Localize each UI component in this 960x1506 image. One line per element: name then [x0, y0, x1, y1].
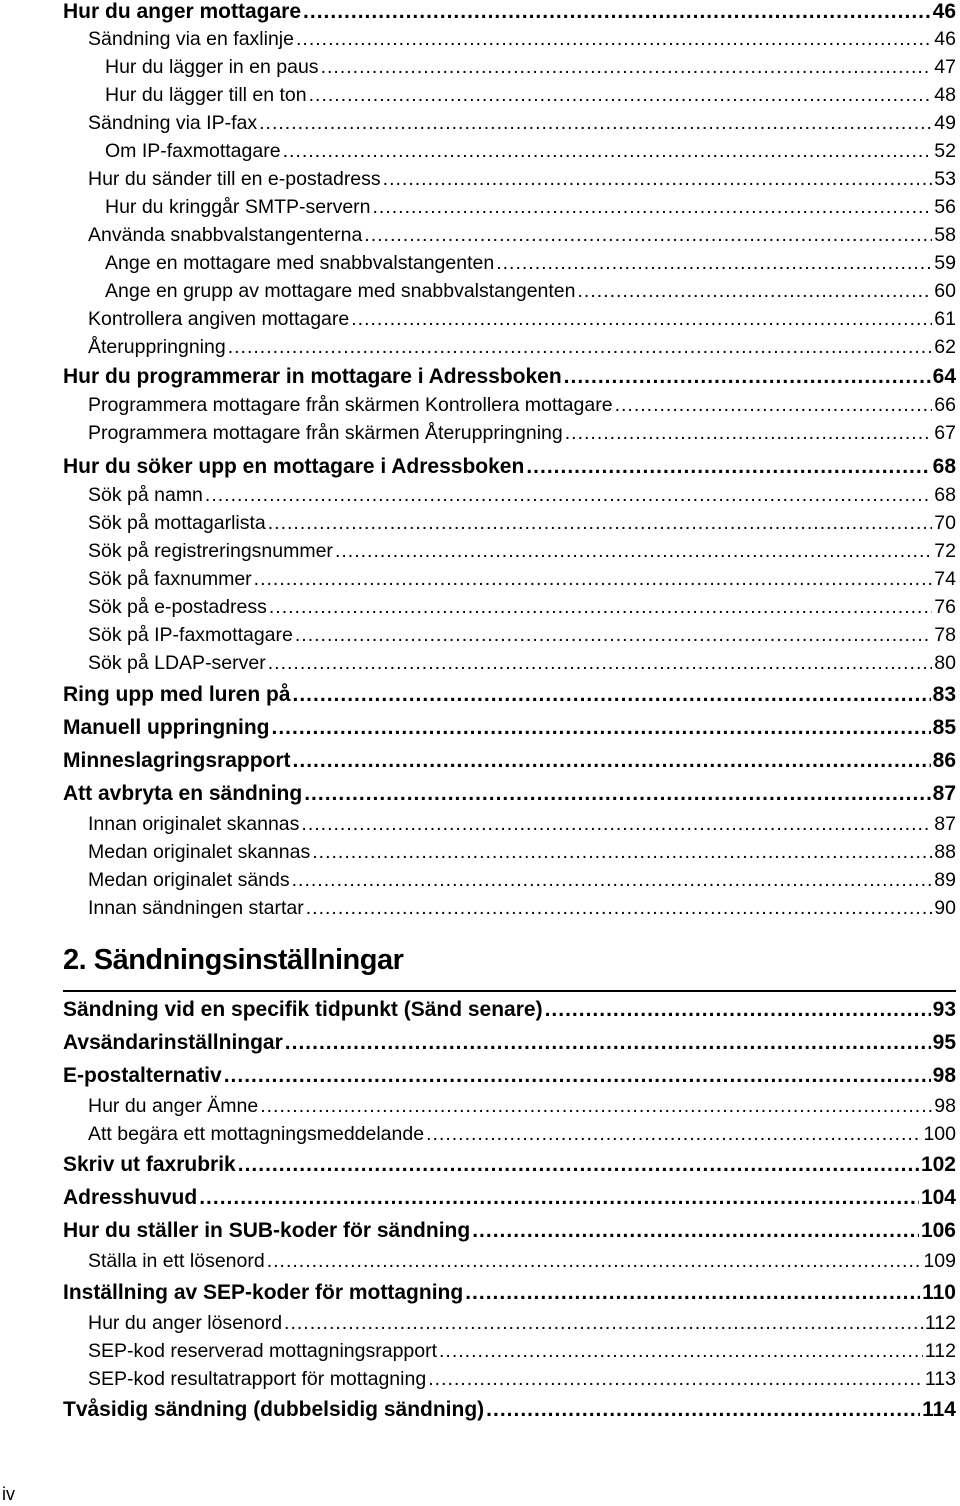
dot-leader — [545, 998, 931, 1022]
toc-entry[interactable] — [63, 168, 956, 191]
toc-entry[interactable] — [63, 1219, 956, 1243]
toc-entry-title: Sändning vid en specifik tidpunkt (Sänd senare) — [63, 998, 543, 1021]
toc-entry[interactable] — [63, 1153, 956, 1177]
dot-leader — [565, 422, 933, 445]
toc-entry-title: Om IP-faxmottagare — [105, 140, 281, 162]
toc-entry-title: Ring upp med luren på — [63, 683, 291, 706]
dot-leader — [228, 336, 933, 359]
toc-entry[interactable] — [63, 28, 956, 51]
dot-leader — [269, 596, 932, 619]
toc-entry-page: 46 — [934, 28, 956, 50]
toc-entry-title: Adresshuvud — [63, 1186, 198, 1209]
toc-entry-title: Medan originalet sänds — [88, 869, 290, 891]
toc-entry[interactable] — [63, 56, 956, 79]
toc-entry-page: 48 — [934, 84, 956, 106]
toc-entry[interactable] — [63, 540, 956, 563]
toc-entry-page: 102 — [920, 1153, 956, 1176]
toc-entry-page: 76 — [934, 596, 956, 618]
toc-entry[interactable] — [63, 897, 956, 920]
toc-entry-title: Sök på mottagarlista — [88, 512, 266, 534]
toc-entry-page: 66 — [934, 394, 956, 416]
toc-entry-title: Programmera mottagare från skärmen Återuppringning — [88, 422, 563, 444]
toc-entry-title: Hur du lägger till en ton — [105, 84, 307, 106]
toc-entry-page: 70 — [934, 512, 956, 534]
toc-entry[interactable] — [63, 813, 956, 836]
toc-entry-page: 113 — [924, 1368, 956, 1390]
toc-entry[interactable] — [63, 484, 956, 507]
dot-leader — [486, 1398, 920, 1422]
toc-entry-page: 87 — [932, 782, 956, 805]
toc-entry-title: Skriv ut faxrubrik — [63, 1153, 236, 1176]
dot-leader — [267, 1250, 922, 1273]
toc-entry[interactable] — [63, 683, 956, 707]
dot-leader — [312, 841, 932, 864]
dot-leader — [293, 683, 931, 707]
toc-entry-page: 62 — [934, 336, 956, 358]
dot-leader — [205, 484, 932, 507]
toc-entry-title: Sök på IP-faxmottagare — [88, 624, 293, 646]
toc-entry-page: 53 — [934, 168, 956, 190]
toc-entry[interactable] — [63, 1250, 956, 1273]
toc-entry[interactable] — [63, 112, 956, 135]
dot-leader — [615, 394, 933, 417]
dot-leader — [351, 308, 932, 331]
dot-leader — [373, 196, 933, 219]
toc-entry-title: Sändning via IP-fax — [88, 112, 258, 134]
toc-entry-title: Hur du lägger in en paus — [105, 56, 319, 78]
toc-entry-page: 95 — [932, 1031, 956, 1054]
dot-leader — [224, 1064, 931, 1088]
toc-entry-page: 86 — [932, 749, 956, 772]
dot-leader — [284, 1312, 923, 1335]
toc-entry[interactable] — [63, 624, 956, 647]
toc-entry-page: 104 — [920, 1186, 956, 1209]
toc-entry-title: Sök på LDAP-server — [88, 652, 266, 674]
toc-entry-page: 46 — [932, 0, 956, 23]
toc-entry[interactable] — [63, 596, 956, 619]
page-number: iv — [2, 1484, 15, 1504]
toc-entry[interactable] — [63, 1281, 956, 1305]
dot-leader — [293, 749, 931, 773]
toc-entry-title: Sök på faxnummer — [88, 568, 252, 590]
toc-entry-title: Innan originalet skannas — [88, 813, 300, 835]
toc-entry-page: 52 — [934, 140, 956, 162]
toc-entry[interactable] — [63, 782, 956, 806]
toc-entry-page: 87 — [934, 813, 956, 835]
toc-entry-page: 80 — [934, 652, 956, 674]
dot-leader — [268, 652, 933, 675]
toc-entry-title: Tvåsidig sändning (dubbelsidig sändning) — [63, 1398, 485, 1421]
toc-entry[interactable] — [63, 512, 956, 535]
toc-entry-title: Sök på e-postadress — [88, 596, 267, 618]
dot-leader — [306, 897, 933, 920]
toc-entry-page: 59 — [934, 252, 956, 274]
dot-leader — [260, 1095, 932, 1118]
chapter-heading: 2. Sändningsinställningar — [63, 944, 404, 976]
dot-leader — [301, 813, 932, 836]
toc-entry-page: 47 — [934, 56, 956, 78]
dot-leader — [199, 1186, 919, 1210]
dot-leader — [303, 0, 931, 24]
toc-entry[interactable] — [63, 394, 956, 417]
dot-leader — [428, 1368, 923, 1391]
toc-entry-page: 78 — [934, 624, 956, 646]
toc-entry-title: Hur du anger lösenord — [88, 1312, 283, 1334]
toc-entry-title: Ange en grupp av mottagare med snabbvalstangenten — [105, 280, 576, 302]
dot-leader — [259, 112, 932, 135]
toc-entry[interactable] — [63, 1368, 956, 1391]
dot-leader — [309, 84, 933, 107]
dot-leader — [426, 1123, 921, 1146]
toc-entry[interactable] — [63, 749, 956, 773]
dot-leader — [364, 224, 932, 247]
toc-entry-title: Hur du ställer in SUB-koder för sändning — [63, 1219, 471, 1242]
dot-leader — [271, 716, 930, 740]
toc-entry[interactable] — [63, 841, 956, 864]
toc-entry-title: Kontrollera angiven mottagare — [88, 308, 350, 330]
toc-entry[interactable] — [63, 224, 956, 247]
toc-entry[interactable] — [63, 1186, 956, 1210]
toc-entry-page: 83 — [932, 683, 956, 706]
toc-entry-page: 112 — [924, 1340, 956, 1362]
toc-entry-title: Minneslagringsrapport — [63, 749, 291, 772]
dot-leader — [292, 869, 933, 892]
toc-entry-title: Manuell uppringning — [63, 716, 270, 739]
toc-entry-title: Att avbryta en sändning — [63, 782, 303, 805]
dot-leader — [296, 28, 932, 51]
toc-entry-page: 68 — [932, 455, 956, 478]
toc-entry[interactable] — [63, 455, 956, 479]
toc-entry-title: E-postalternativ — [63, 1064, 222, 1087]
toc-entry-page: 49 — [934, 112, 956, 134]
dot-leader — [578, 280, 933, 303]
toc-entry-page: 68 — [934, 484, 956, 506]
toc-entry-page: 106 — [920, 1219, 956, 1242]
toc-entry-page: 90 — [934, 897, 956, 919]
dot-leader — [383, 168, 933, 191]
toc-entry[interactable] — [63, 422, 956, 445]
dot-leader — [283, 140, 933, 163]
toc-entry-title: Hur du söker upp en mottagare i Adressboken — [63, 455, 525, 478]
toc-entry-page: 61 — [934, 308, 956, 330]
dot-leader — [238, 1153, 919, 1177]
toc-entry-title: Hur du sänder till en e-postadress — [88, 168, 381, 190]
toc-entry-page: 112 — [924, 1312, 956, 1334]
toc-entry-title: Avsändarinställningar — [63, 1031, 283, 1054]
toc-entry-title: Hur du kringgår SMTP-servern — [105, 196, 371, 218]
toc-entry[interactable] — [63, 652, 956, 675]
toc-entry[interactable] — [63, 280, 956, 303]
toc-entry[interactable] — [63, 365, 956, 389]
toc-entry-title: Att begära ett mottagningsmeddelande — [88, 1123, 425, 1145]
toc-entry[interactable] — [63, 252, 956, 275]
toc-entry-page: 88 — [934, 841, 956, 863]
dot-leader — [285, 1031, 931, 1055]
toc-entry[interactable] — [63, 336, 956, 359]
toc-entry[interactable] — [63, 568, 956, 591]
dot-leader — [304, 782, 930, 806]
toc-entry[interactable] — [63, 1398, 956, 1422]
dot-leader — [496, 252, 932, 275]
toc-entry-title: Sök på namn — [88, 484, 203, 506]
dot-leader — [321, 56, 933, 79]
toc-entry-title: Medan originalet skannas — [88, 841, 311, 863]
toc-entry-page: 114 — [922, 1398, 956, 1421]
toc-entry[interactable] — [63, 716, 956, 740]
toc-entry[interactable] — [63, 140, 956, 163]
toc-entry[interactable] — [63, 308, 956, 331]
toc-entry-title: Programmera mottagare från skärmen Kontrollera mottagare — [88, 394, 613, 416]
toc-entry-page: 110 — [922, 1281, 956, 1304]
toc-entry-title: Använda snabbvalstangenterna — [88, 224, 363, 246]
toc-entry-page: 74 — [934, 568, 956, 590]
toc-entry-page: 100 — [923, 1123, 956, 1145]
toc-entry-page: 60 — [934, 280, 956, 302]
toc-entry-title: Sök på registreringsnummer — [88, 540, 333, 562]
toc-entry-page: 56 — [934, 196, 956, 218]
toc-entry-title: Hur du anger Ämne — [88, 1095, 259, 1117]
toc-entry-title: SEP-kod reserverad mottagningsrapport — [88, 1340, 438, 1362]
toc-entry[interactable] — [63, 1095, 956, 1118]
toc-entry-title: Innan sändningen startar — [88, 897, 304, 919]
dot-leader — [465, 1281, 920, 1305]
dot-leader — [268, 512, 933, 535]
toc-entry[interactable] — [63, 1312, 956, 1335]
toc-entry[interactable] — [63, 0, 956, 24]
toc-entry-title: Hur du programmerar in mottagare i Adressboken — [63, 365, 562, 388]
dot-leader — [295, 624, 932, 647]
toc-entry[interactable] — [63, 84, 956, 107]
toc-entry-title: Sändning via en faxlinje — [88, 28, 294, 50]
toc-entry[interactable] — [63, 1340, 956, 1363]
toc-entry-page: 98 — [934, 1095, 956, 1117]
toc-entry-title: Inställning av SEP-koder för mottagning — [63, 1281, 464, 1304]
toc-entry-title: Återuppringning — [88, 336, 226, 358]
toc-entry[interactable] — [63, 869, 956, 892]
chapter-rule — [63, 990, 956, 992]
dot-leader — [439, 1340, 923, 1363]
toc-entry[interactable] — [63, 1031, 956, 1055]
toc-entry-title: Ange en mottagare med snabbvalstangenten — [105, 252, 495, 274]
dot-leader — [564, 365, 931, 389]
dot-leader — [254, 568, 933, 591]
toc-entry[interactable] — [63, 998, 956, 1022]
toc-entry-page: 93 — [932, 998, 956, 1021]
dot-leader — [335, 540, 932, 563]
toc-entry-title: Hur du anger mottagare — [63, 0, 302, 23]
toc-entry-title: Ställa in ett lösenord — [88, 1250, 265, 1272]
toc-entry[interactable] — [63, 196, 956, 219]
toc-entry-page: 85 — [932, 716, 956, 739]
toc-entry-page: 64 — [932, 365, 956, 388]
toc-entry-title: SEP-kod resultatrapport för mottagning — [88, 1368, 427, 1390]
toc-entry[interactable] — [63, 1064, 956, 1088]
toc-entry-page: 109 — [923, 1250, 956, 1272]
toc-entry-page: 67 — [934, 422, 956, 444]
toc-entry-page: 58 — [934, 224, 956, 246]
dot-leader — [472, 1219, 919, 1243]
toc-entry-page: 98 — [932, 1064, 956, 1087]
toc-entry[interactable] — [63, 1123, 956, 1146]
toc-entry-page: 72 — [934, 540, 956, 562]
dot-leader — [526, 455, 930, 479]
toc-entry-page: 89 — [934, 869, 956, 891]
